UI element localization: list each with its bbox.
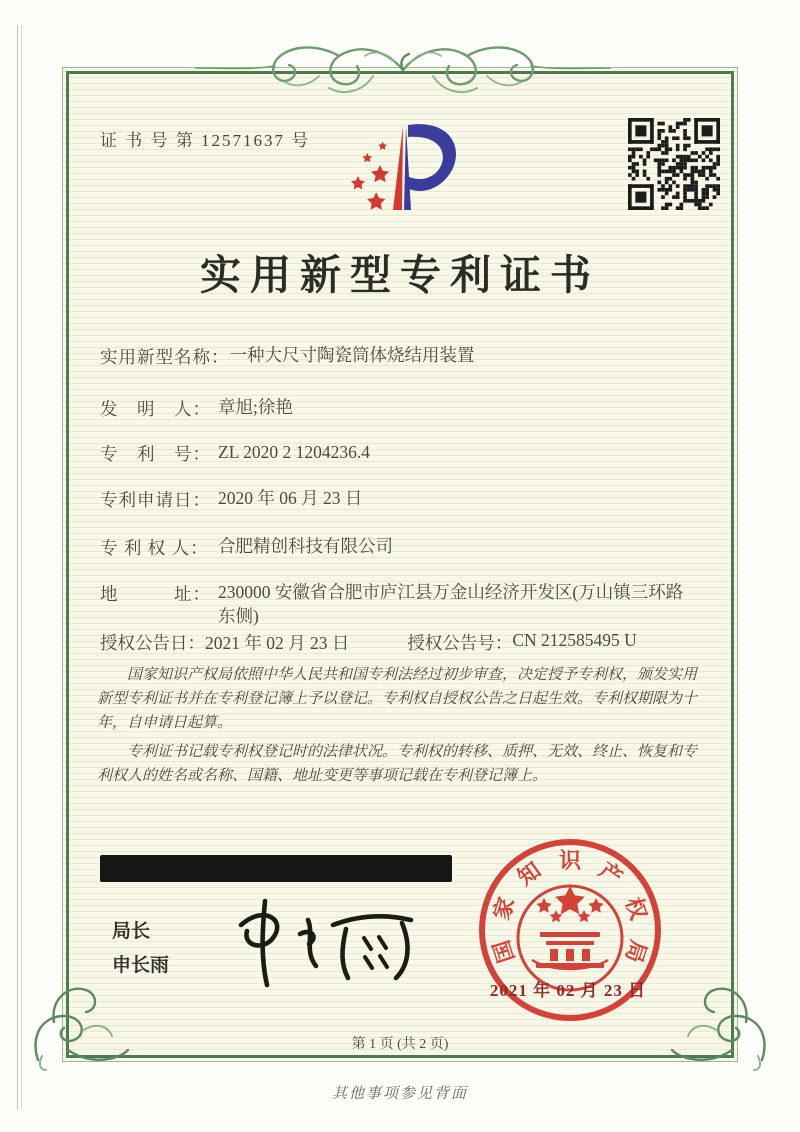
field-value: 2020 年 06 月 23 日 bbox=[218, 488, 363, 508]
svg-text:识: 识 bbox=[558, 848, 582, 873]
legal-paragraphs bbox=[97, 663, 705, 793]
certificate-title: 实用新型专利证书 bbox=[200, 252, 600, 298]
grant-date-pair bbox=[100, 630, 349, 655]
field-row-filing-date bbox=[100, 487, 708, 512]
field-value: ZL 2020 2 1204236.4 bbox=[218, 442, 370, 462]
grant-date-label: 授权公告日： bbox=[100, 633, 205, 653]
signer-name: 申长雨 bbox=[112, 955, 170, 976]
seal-date: 2021 年 02 月 23 日 bbox=[489, 981, 647, 1000]
redaction-bar bbox=[100, 855, 452, 882]
svg-text:国: 国 bbox=[488, 937, 520, 966]
field-value: 合肥精创科技有限公司 bbox=[218, 536, 393, 556]
field-label: 专 利 号： bbox=[100, 444, 211, 464]
field-row-inventor bbox=[100, 396, 708, 421]
field-row-patent-no bbox=[100, 441, 708, 466]
field-label: 地 址： bbox=[100, 584, 211, 604]
back-note: 其他事项参见背面 bbox=[331, 1086, 468, 1102]
page-number: 第 1 页 (共 2 页) bbox=[351, 1037, 449, 1052]
cnipa-logo-icon bbox=[333, 113, 473, 223]
field-label: 专 利 权 人： bbox=[100, 538, 209, 558]
field-value: 章旭;徐艳 bbox=[218, 397, 293, 417]
svg-text:产: 产 bbox=[594, 857, 628, 891]
field-value: 230000 安徽省合肥市庐江县万金山经济开发区(万山镇三环路东侧) bbox=[218, 582, 684, 626]
field-row-patentee bbox=[100, 535, 708, 560]
certificate-number: 证 书 号 第 12571637 号 bbox=[100, 131, 311, 150]
signer-title: 局长 bbox=[112, 921, 151, 942]
grant-no-label: 授权公告号： bbox=[407, 633, 513, 653]
svg-text:知: 知 bbox=[512, 857, 546, 891]
grant-no-pair bbox=[407, 630, 636, 655]
legal-paragraph-1: 国家知识产权局依照中华人民共和国专利法经过初步审查，决定授予专利权，颁发实用新型专利证书并在专利登记簿上予以登记。专利权自授权公告之日起生效。专利权期限为十年，自申请日起算。 bbox=[97, 667, 698, 731]
signature-handwriting bbox=[213, 893, 423, 991]
field-label: 实用新型名称： bbox=[100, 347, 230, 367]
svg-text:家: 家 bbox=[488, 894, 520, 923]
svg-text:局: 局 bbox=[620, 937, 652, 966]
grant-row bbox=[100, 630, 720, 655]
svg-text:权: 权 bbox=[620, 894, 652, 923]
field-row-address bbox=[100, 581, 708, 628]
field-row-name bbox=[100, 344, 708, 369]
field-label: 发 明 人： bbox=[100, 399, 211, 419]
field-value: 一种大尺寸陶瓷筒体烧结用装置 bbox=[229, 345, 475, 365]
signer-block bbox=[112, 915, 169, 983]
grant-no-value: CN 212585495 U bbox=[512, 630, 637, 650]
field-label: 专利申请日： bbox=[100, 490, 211, 510]
legal-paragraph-2: 专利证书记载专利权登记时的法律状况。专利权的转移、质押、无效、终止、恢复和专利权人的姓名或名称、国籍、地址变更等事项记载在专利登记簿上。 bbox=[97, 744, 698, 784]
grant-date-value: 2021 年 02 月 23 日 bbox=[205, 633, 350, 653]
qr-code bbox=[628, 118, 720, 210]
